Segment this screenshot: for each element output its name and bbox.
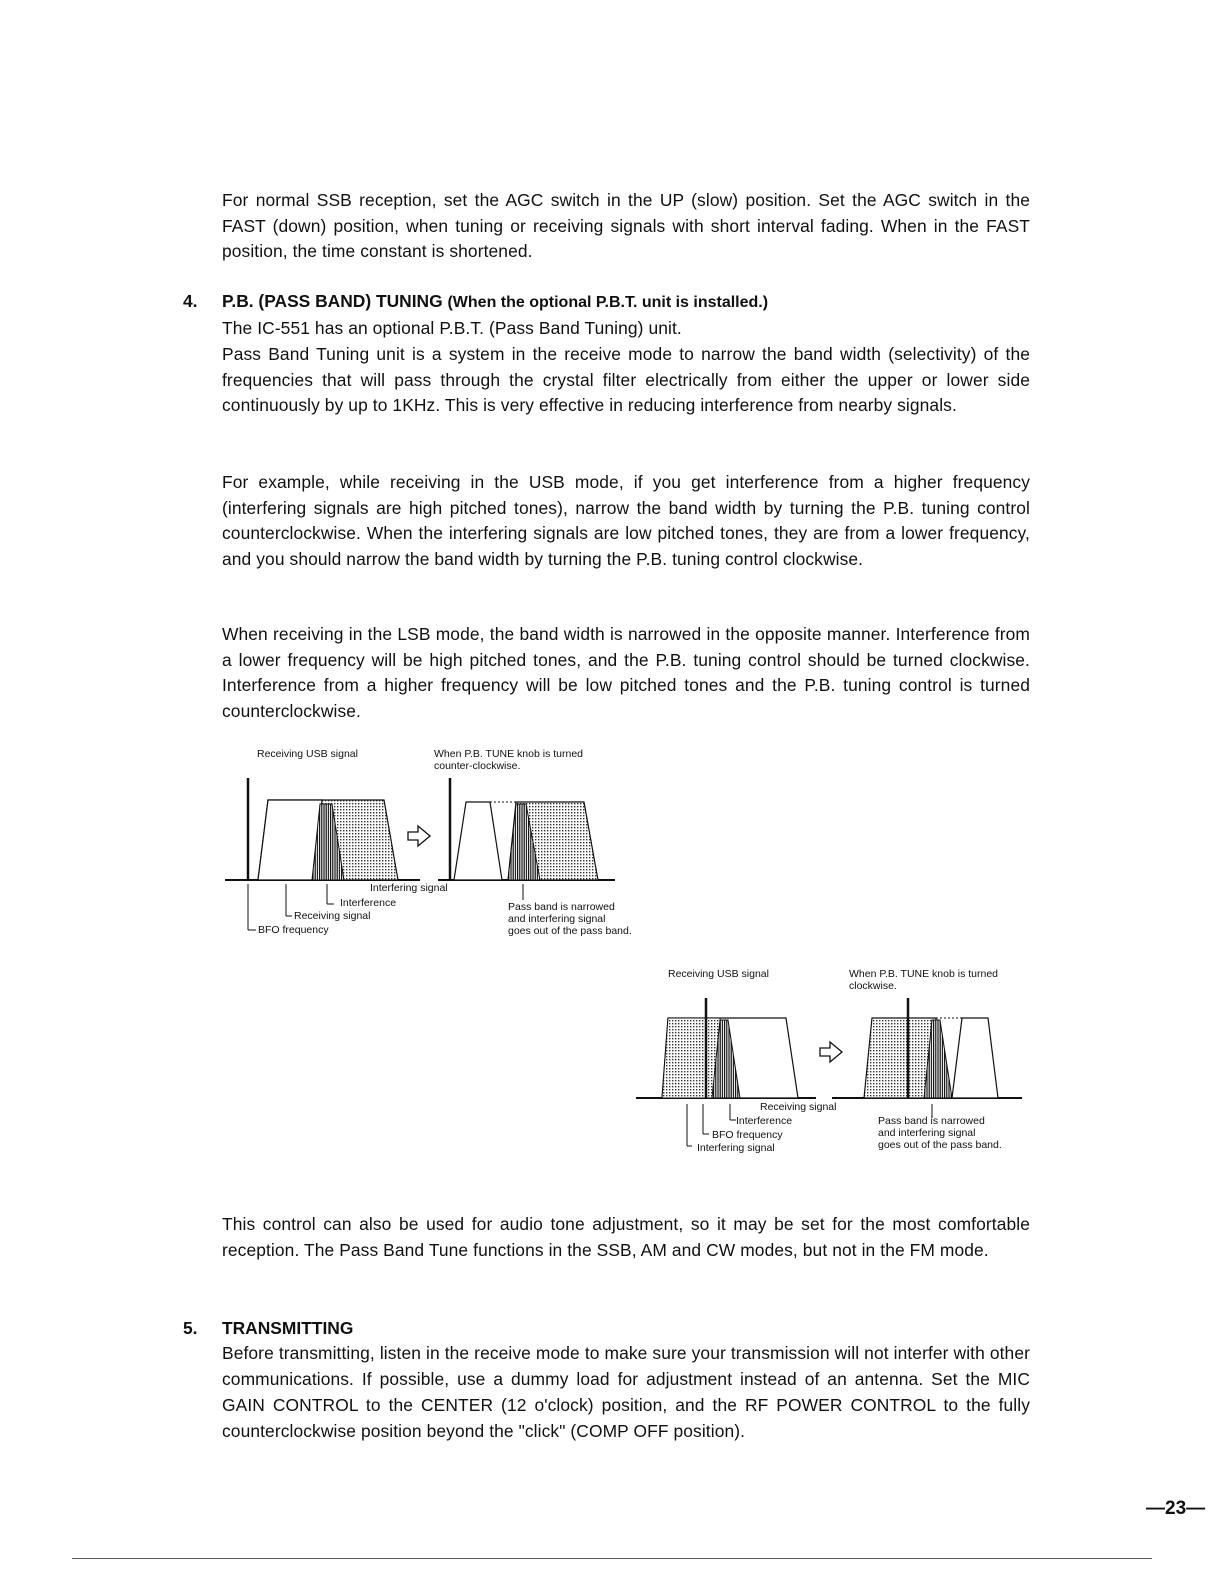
- fig1-left-passband-clear: [258, 800, 322, 880]
- fig2-note-line3: goes out of the pass band.: [878, 1139, 1002, 1151]
- page-number: —23—: [1146, 1498, 1206, 1519]
- section-4-heading: [222, 291, 768, 312]
- fig2-right-title-line2: clockwise.: [849, 980, 897, 992]
- fig1-note-line2: and interfering signal: [508, 913, 606, 925]
- fig2-left-title: Receiving USB signal: [668, 968, 769, 980]
- fig2-left-interference-block: [662, 1018, 720, 1098]
- pbt-description-paragraph: Pass Band Tuning unit is a system in the receive mode to narrow the band width (selectivity) of the frequencies that will pass through the crystal filter electrically from either the upper or lower side continuously by up to 1KHz. This is very effective in reducing interference from nearby signals.: [222, 344, 1030, 415]
- fig1-label-interfering-signal: Interfering signal: [370, 882, 448, 894]
- fig1-label-interference: Interference: [340, 897, 397, 909]
- fig1-label-receiving-signal: Receiving signal: [294, 910, 371, 922]
- fig2-label-receiving-signal: Receiving signal: [760, 1101, 837, 1113]
- section-4-number: 4.: [183, 291, 198, 311]
- fig2-transition-arrow-icon: [820, 1042, 842, 1062]
- section-5-title: TRANSMITTING: [222, 1318, 354, 1338]
- fig2-right-title-line1: When P.B. TUNE knob is turned: [849, 968, 999, 980]
- tone-adjustment-paragraph: This control can also be used for audio tone adjustment, so it may be set for the most comfortable reception. The Pass Band Tune functions in the SSB, AM and CW modes, but not in the FM mode.: [222, 1214, 1030, 1260]
- agc-paragraph: For normal SSB reception, set the AGC switch in the UP (slow) position. Set the AGC switch in the FAST (down) position, when tuning or receiving signals with short interval fading. When in the FAST position, the time constant is shortened.: [222, 190, 1030, 261]
- fig1-right-title-line2: counter-clockwise.: [434, 760, 521, 772]
- usb-example-paragraph: For example, while receiving in the USB mode, if you get interference from a higher frequency (interfering signals are high pitched tones), narrow the band width by turning the P.B. tuning control counterclockwise. When the interfering signals are low pitched tones, they are from a lower frequency, and you should narrow the band width by turning the P.B. tuning control clockwise.: [222, 472, 1030, 569]
- fig1-right-passband: [454, 802, 502, 880]
- section-5-number: 5.: [183, 1318, 198, 1338]
- page-bottom-rule: [72, 1558, 1152, 1559]
- fig1-label-bfo-frequency: BFO frequency: [258, 924, 329, 936]
- section-4-subtitle: (When the optional P.B.T. unit is installed.): [447, 294, 769, 311]
- fig1-right-title-line1: When P.B. TUNE knob is turned: [434, 748, 584, 760]
- lsb-paragraph: When receiving in the LSB mode, the band width is narrowed in the opposite manner. Interference from a lower frequency will be high pitched tones, and the P.B. tuning control should be turned clockwise. Interference from a higher frequency will be low pitched tones and the P.B. tuning control is turned counterclockwise.: [222, 624, 1030, 721]
- fig1-transition-arrow-icon: [408, 826, 430, 846]
- fig2-note-line2: and interfering signal: [878, 1127, 976, 1139]
- section-4-title: P.B. (PASS BAND) TUNING: [222, 291, 443, 311]
- fig2-diagram: [636, 990, 1026, 1105]
- pbt-intro-paragraph: The IC-551 has an optional P.B.T. (Pass Band Tuning) unit.: [222, 318, 682, 338]
- fig2-note-line1: Pass band is narrowed: [878, 1115, 985, 1127]
- fig1-left-title: Receiving USB signal: [257, 748, 358, 760]
- transmitting-paragraph: Before transmitting, listen in the receive mode to make sure your transmission will not interfer with other communications. If possible, use a dummy load for adjustment instead of an antenna. Set the MIC GAIN CONTROL to the CENTER (12 o'clock) position, and the RF POWER CONTROL to the fully counterclockwise position beyond the "click" (COMP OFF position).: [222, 1343, 1030, 1441]
- fig1-note-line3: goes out of the pass band.: [508, 925, 632, 937]
- fig1-diagram: [220, 770, 660, 885]
- fig2-label-bfo-frequency: BFO frequency: [712, 1129, 783, 1141]
- fig1-note-line1: Pass band is narrowed: [508, 901, 615, 913]
- fig2-label-interfering-signal: Interfering signal: [697, 1142, 775, 1154]
- fig2-right-passband: [952, 1018, 998, 1098]
- fig2-label-interference: Interference: [736, 1115, 793, 1127]
